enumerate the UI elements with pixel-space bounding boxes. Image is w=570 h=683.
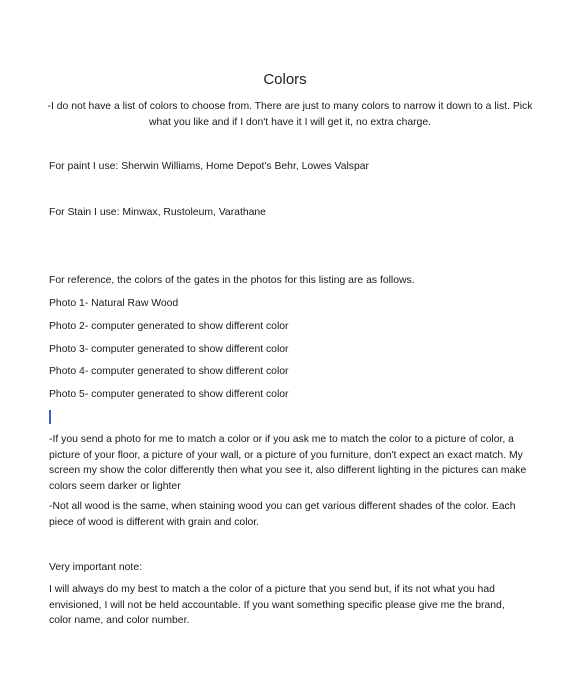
document-title: Colors (263, 71, 307, 88)
photo-line: Photo 2- computer generated to show different color (49, 321, 289, 332)
reference-line: For reference, the colors of the gates in the photos for this listing are as follows. (49, 275, 415, 286)
photo-line: Photo 4- computer generated to show different color (49, 366, 289, 377)
text-cursor[interactable] (49, 410, 51, 424)
paint-brands-line: For paint I use: Sherwin Williams, Home Depot's Behr, Lowes Valspar (49, 161, 369, 172)
photo-line: Photo 1- Natural Raw Wood (49, 298, 179, 309)
photo-line: Photo 3- computer generated to show different color (49, 344, 289, 355)
note-paragraph: I will always do my best to match a the color of a picture that you send but, if its not what you had envisioned, I will not be held accountable. If you want something specific please give me the brand, color name, and color number. (49, 584, 505, 626)
intro-paragraph: -I do not have a list of colors to choose from. There are just to many colors to narrow it down to a list. Pick what you like and if I don't have it I will get it, no extra charge. (47, 101, 533, 128)
wood-paragraph: -Not all wood is the same, when staining wood you can get various different shades of the color. Each piece of wood is different with grain and color. (49, 501, 516, 528)
photo-line: Photo 5- computer generated to show different color (49, 389, 289, 400)
stain-brands-line: For Stain I use: Minwax, Rustoleum, Varathane (49, 207, 266, 218)
note-heading: Very important note: (49, 562, 142, 573)
match-paragraph: -If you send a photo for me to match a color or if you ask me to match the color to a picture of color, a picture of your floor, a picture of your wall, or a picture of you furniture, don't expect an exact match. My screen my show the color differently then what you see it, also different lighting in the pictures can make colors seem darker or lighter (49, 434, 527, 492)
